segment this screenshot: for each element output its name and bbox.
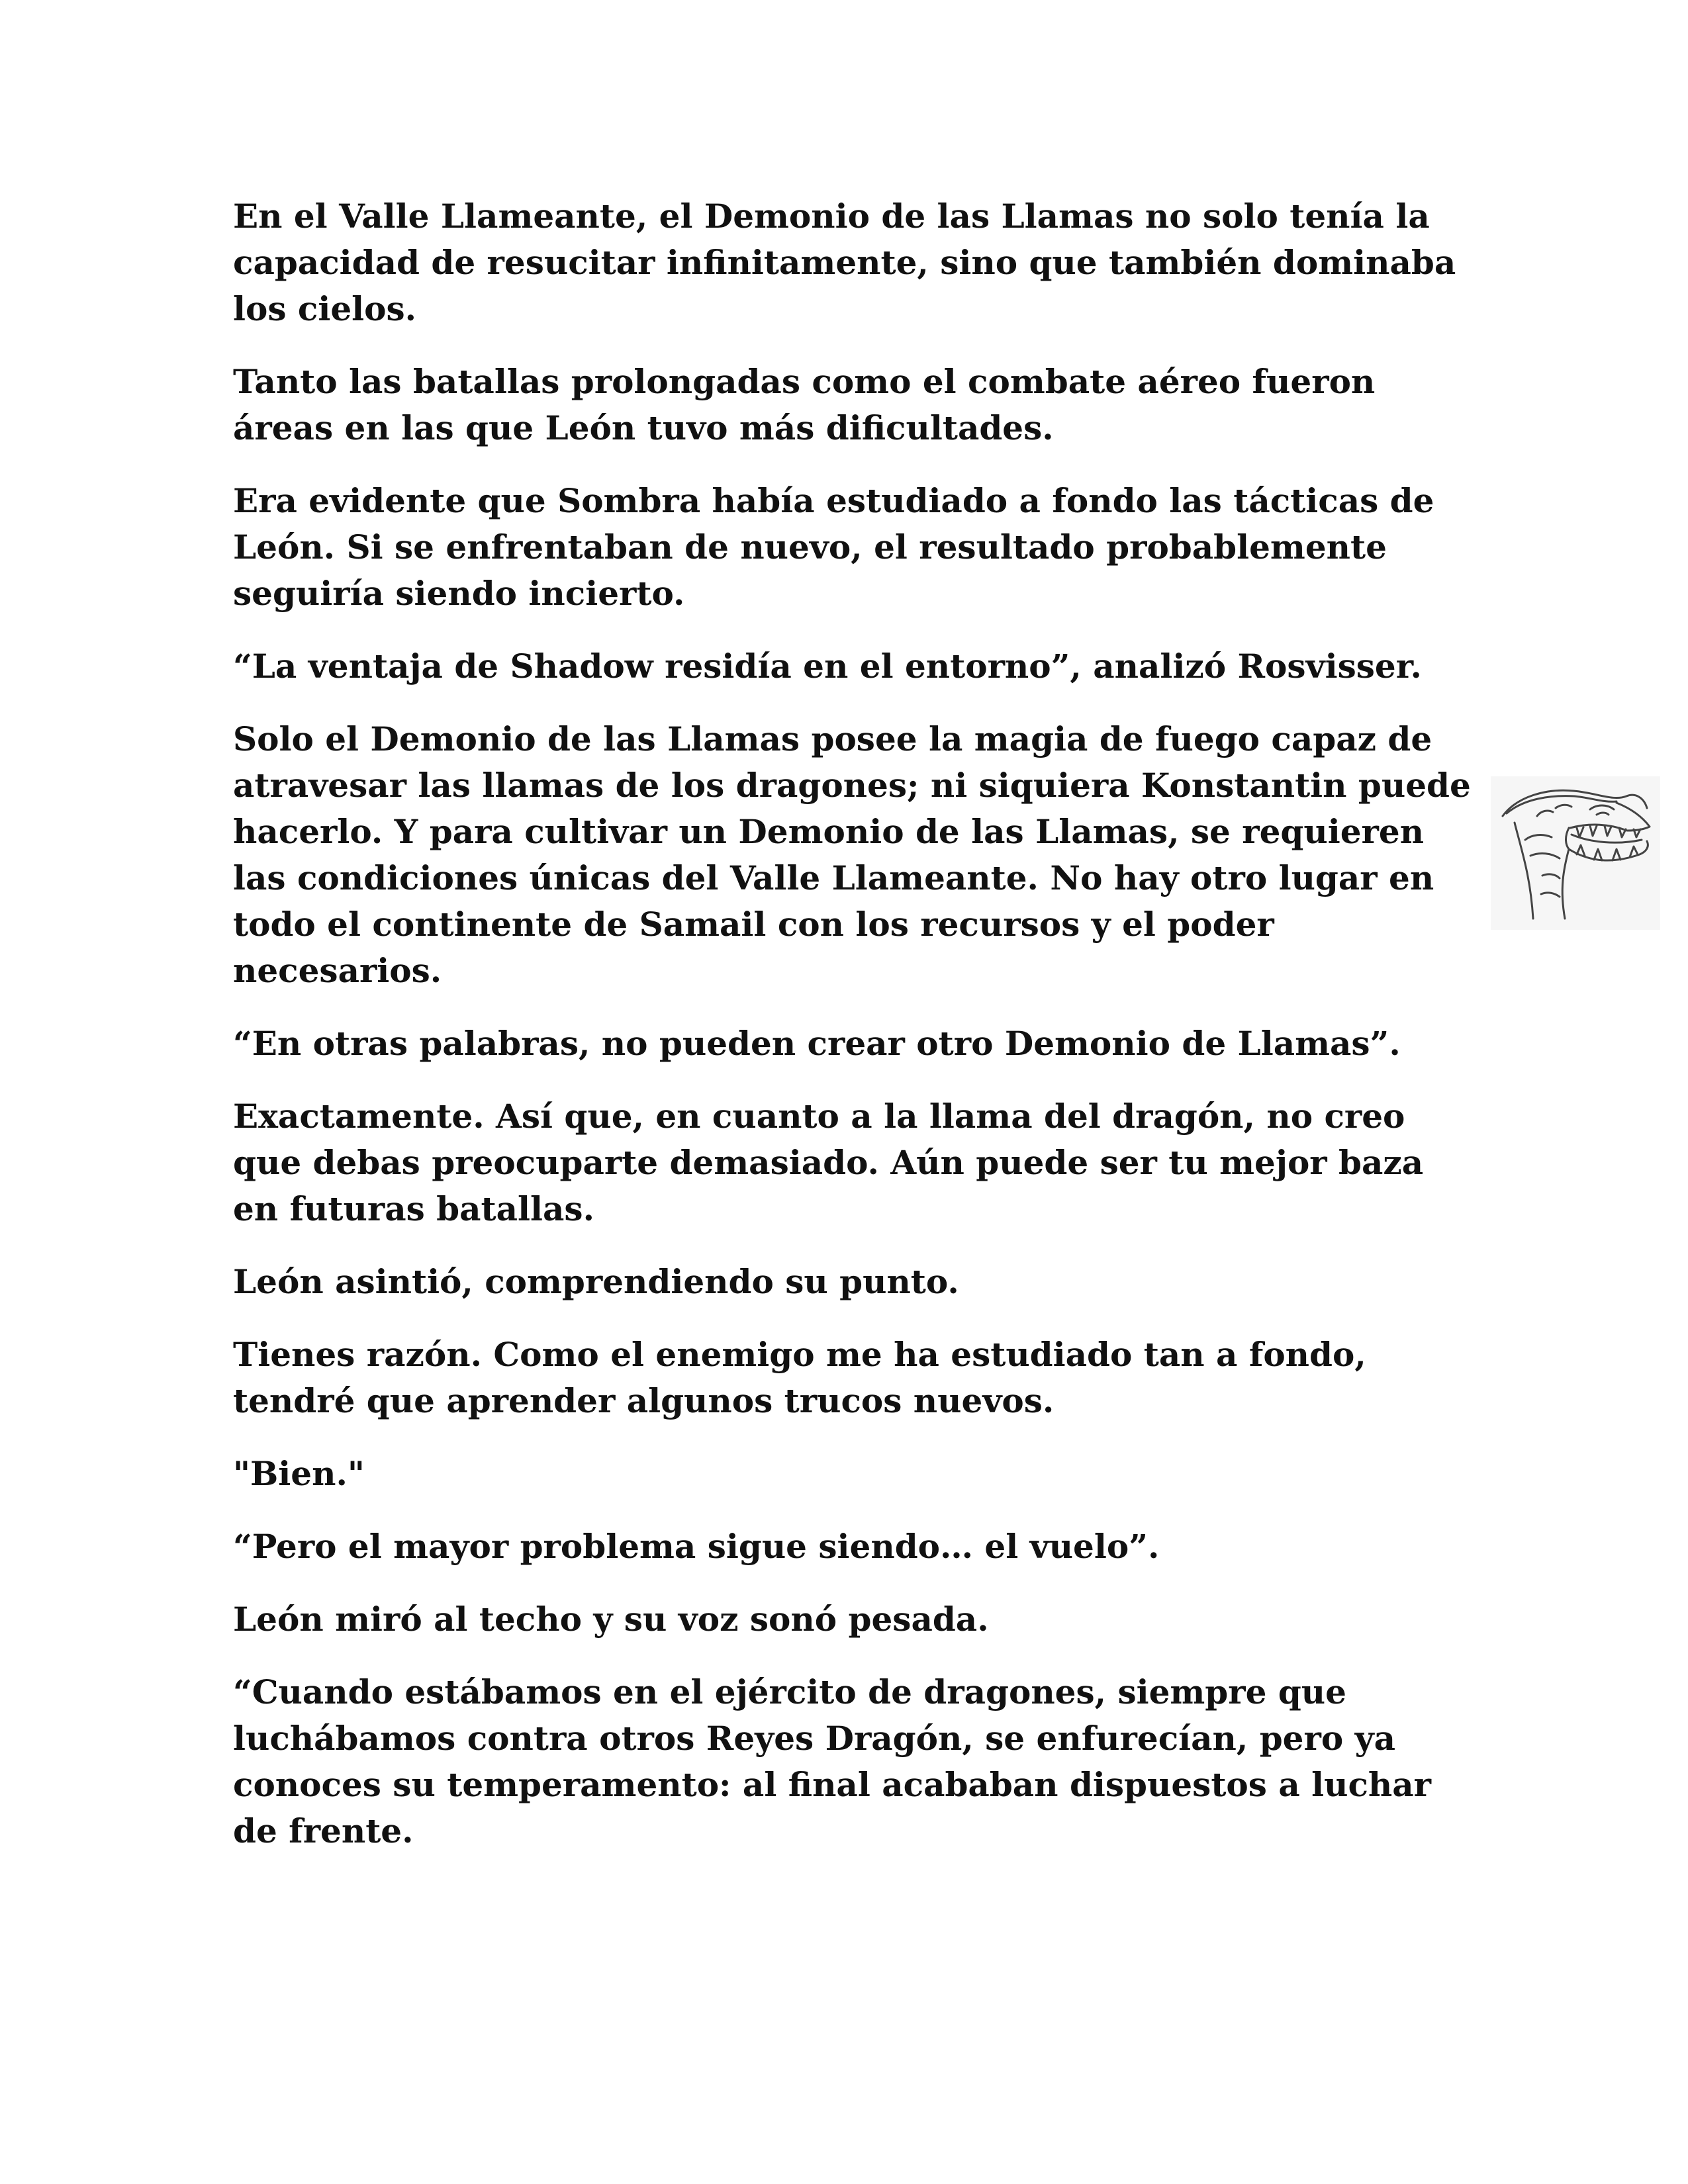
paragraph-8: León asintió, comprendiendo su punto. (233, 1262, 959, 1301)
paragraph-4: “La ventaja de Shadow residía en el entorno”, analizó Rosvisser. (233, 647, 1422, 686)
paragraph-3: Era evidente que Sombra había estudiado a fondo las tácticas de León. Si se enfrentaban de nuevo, el resultado probablemente seguiría siendo incierto. (233, 481, 1434, 613)
paragraph-7: Exactamente. Así que, en cuanto a la llama del dragón, no creo que debas preocuparte demasiado. Aún puede ser tu mejor baza en futuras batallas. (233, 1097, 1424, 1228)
dragon-head-sketch-icon (1491, 776, 1660, 930)
paragraph-1: En el Valle Llameante, el Demonio de las Llamas no solo tenía la capacidad de resucitar infinitamente, sino que también dominaba los cielos. (233, 197, 1456, 328)
paragraph-5: Solo el Demonio de las Llamas posee la magia de fuego capaz de atravesar las llamas de los dragones; ni siquiera Konstantin puede hacerlo. Y para cultivar un Demonio de las Llamas, se requieren las condiciones únicas del Valle Llameante. No hay otro lugar en todo el continente de Samail con los recursos y el poder necesarios. (233, 719, 1471, 990)
paragraph-9: Tienes razón. Como el enemigo me ha estudiado tan a fondo, tendré que aprender algunos trucos nuevos. (233, 1335, 1366, 1420)
paragraph-6: “En otras palabras, no pueden crear otro Demonio de Llamas”. (233, 1024, 1401, 1063)
paragraph-13: “Cuando estábamos en el ejército de dragones, siempre que luchábamos contra otros Reyes Dragón, se enfurecían, pero ya conoces su temperamento: al final acababan dispuestos a luchar de frente. (233, 1672, 1432, 1850)
body-text (233, 193, 1477, 1881)
paragraph-2: Tanto las batallas prolongadas como el combate aéreo fueron áreas en las que León tuvo más dificultades. (233, 362, 1376, 447)
paragraph-10: "Bien." (233, 1454, 365, 1493)
paragraph-12: León miró al techo y su voz sonó pesada. (233, 1600, 989, 1639)
paragraph-11: “Pero el mayor problema sigue siendo… el vuelo”. (233, 1527, 1160, 1566)
